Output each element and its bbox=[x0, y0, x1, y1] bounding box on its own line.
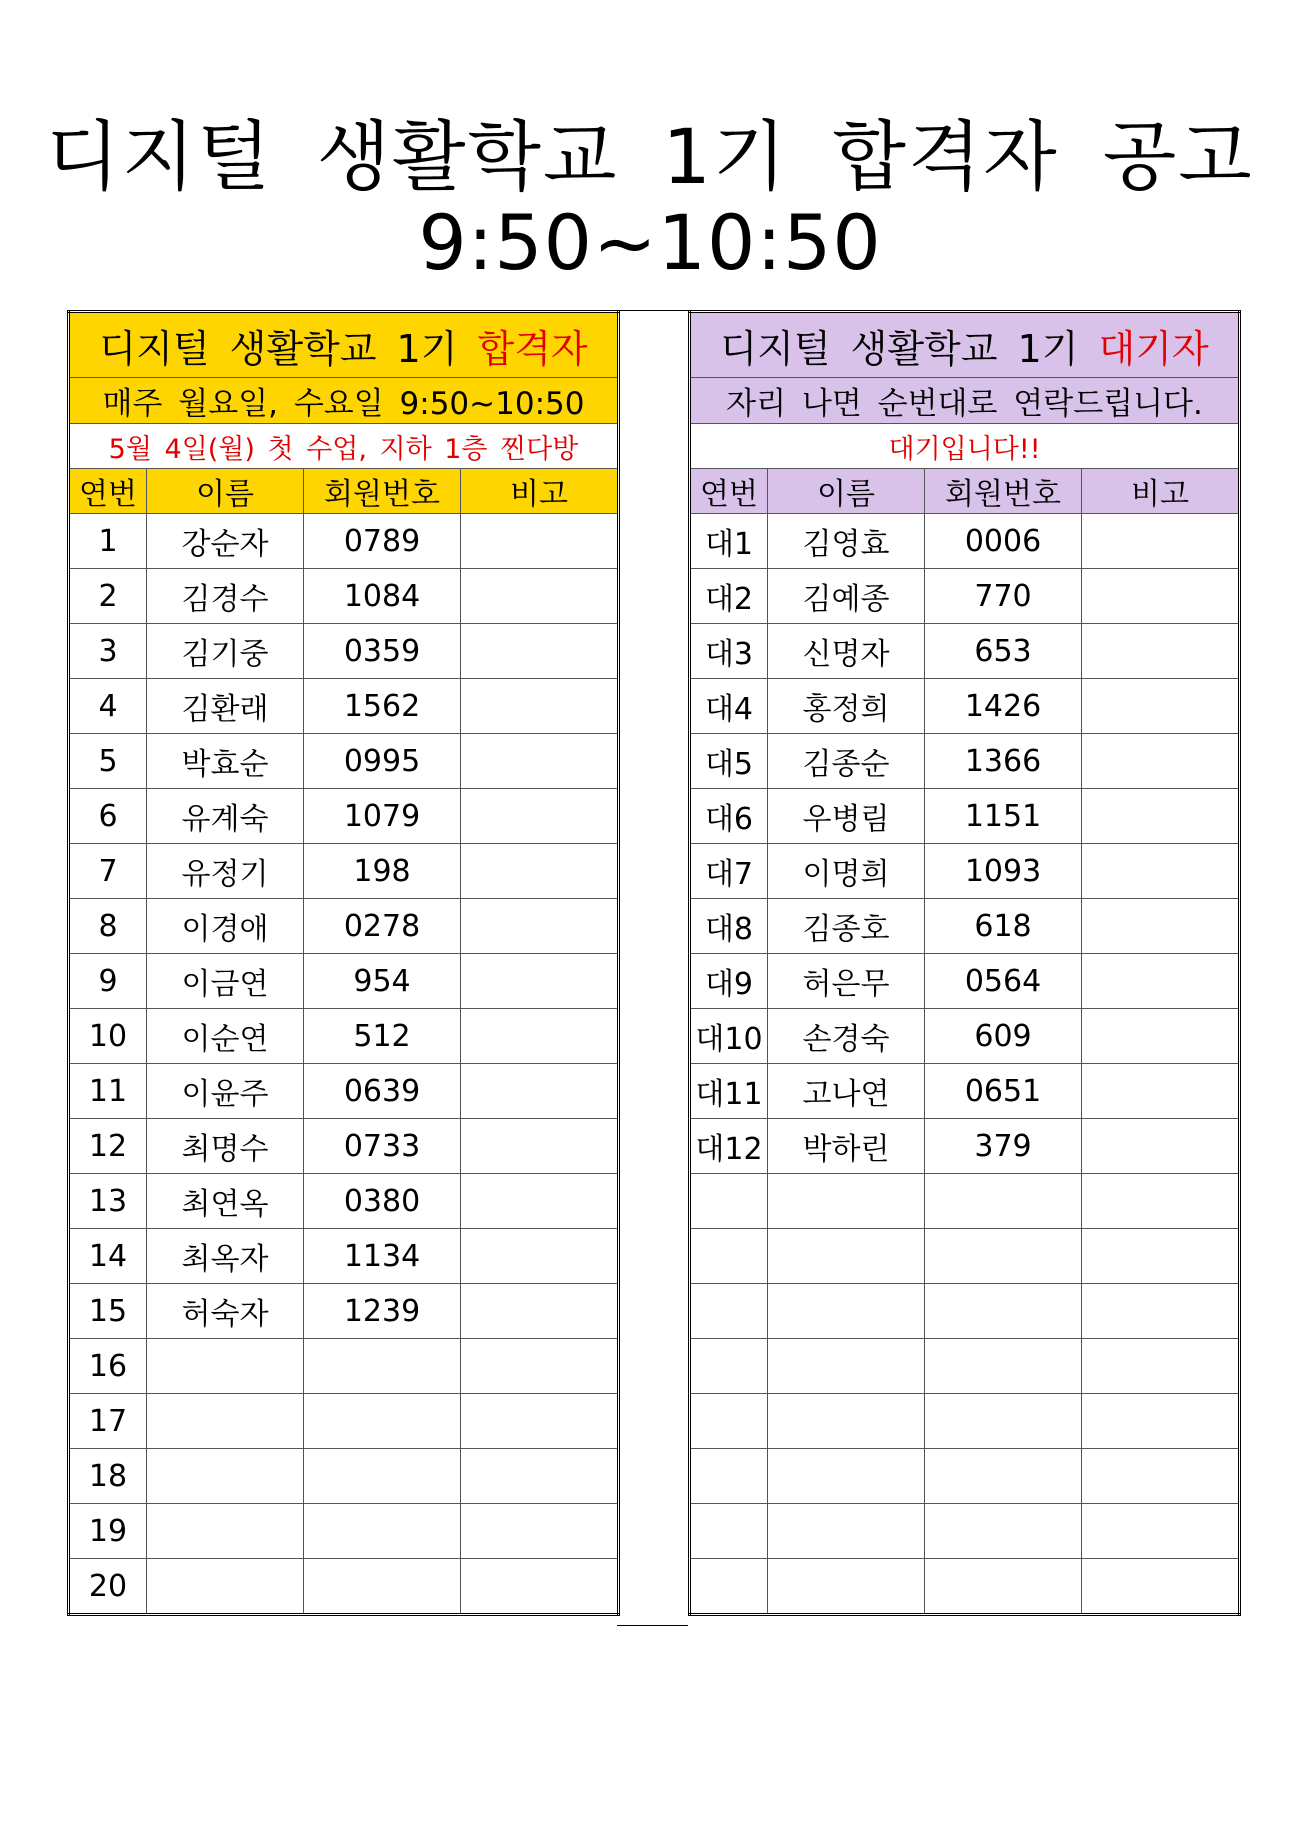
row-number: 대2 bbox=[690, 569, 768, 624]
row-name bbox=[768, 1559, 925, 1615]
row-note bbox=[1082, 1174, 1240, 1229]
row-member-id: 0733 bbox=[304, 1119, 461, 1174]
row-name: 박하린 bbox=[768, 1119, 925, 1174]
row-number: 3 bbox=[69, 624, 147, 679]
table-row bbox=[69, 899, 619, 954]
waitlist-notice: 대기입니다!! bbox=[690, 424, 1240, 469]
row-note bbox=[1082, 734, 1240, 789]
table-row bbox=[69, 844, 619, 899]
table-row bbox=[690, 679, 1240, 734]
row-member-id: 0564 bbox=[925, 954, 1082, 1009]
row-note bbox=[1082, 624, 1240, 679]
row-number: 대9 bbox=[690, 954, 768, 1009]
row-note bbox=[1082, 1559, 1240, 1615]
column-header-note: 비고 bbox=[461, 469, 619, 514]
row-member-id bbox=[304, 1394, 461, 1449]
row-number: 14 bbox=[69, 1229, 147, 1284]
row-name bbox=[768, 1284, 925, 1339]
table-row bbox=[69, 789, 619, 844]
row-name: 최명수 bbox=[147, 1119, 304, 1174]
table-row bbox=[69, 1119, 619, 1174]
row-number: 19 bbox=[69, 1504, 147, 1559]
row-note bbox=[1082, 844, 1240, 899]
accepted-schedule: 매주 월요일, 수요일 9:50~10:50 bbox=[69, 378, 619, 424]
row-name bbox=[768, 1229, 925, 1284]
row-member-id: 0639 bbox=[304, 1064, 461, 1119]
row-member-id bbox=[925, 1559, 1082, 1615]
row-name: 김경수 bbox=[147, 569, 304, 624]
table-row bbox=[690, 844, 1240, 899]
row-name: 이윤주 bbox=[147, 1064, 304, 1119]
table-row bbox=[69, 954, 619, 1009]
row-note bbox=[1082, 1009, 1240, 1064]
row-member-id: 0006 bbox=[925, 514, 1082, 569]
row-note bbox=[461, 734, 619, 789]
table-row bbox=[69, 1174, 619, 1229]
row-number: 11 bbox=[69, 1064, 147, 1119]
row-note bbox=[461, 1229, 619, 1284]
row-note bbox=[1082, 1504, 1240, 1559]
accepted-heading-highlight: 합격자 bbox=[477, 326, 588, 371]
page-title: 디지털 생활학교 1기 합격자 공고 bbox=[46, 112, 1254, 201]
row-note bbox=[461, 679, 619, 734]
row-member-id: 1562 bbox=[304, 679, 461, 734]
row-number: 2 bbox=[69, 569, 147, 624]
row-name bbox=[147, 1559, 304, 1615]
row-note bbox=[1082, 1394, 1240, 1449]
accepted-heading-prefix: 디지털 생활학교 1기 bbox=[99, 326, 478, 371]
row-member-id bbox=[925, 1394, 1082, 1449]
row-number: 8 bbox=[69, 899, 147, 954]
row-number: 대5 bbox=[690, 734, 768, 789]
row-member-id bbox=[925, 1174, 1082, 1229]
accepted-notice: 5월 4일(월) 첫 수업, 지하 1층 찐다방 bbox=[69, 424, 619, 469]
table-row bbox=[690, 1339, 1240, 1394]
column-header-note: 비고 bbox=[1082, 469, 1240, 514]
table-row bbox=[690, 1119, 1240, 1174]
row-name: 김기중 bbox=[147, 624, 304, 679]
row-number bbox=[690, 1174, 768, 1229]
row-member-id: 653 bbox=[925, 624, 1082, 679]
row-number: 대11 bbox=[690, 1064, 768, 1119]
row-member-id: 609 bbox=[925, 1009, 1082, 1064]
waitlist-heading-highlight: 대기자 bbox=[1098, 326, 1209, 371]
table-row bbox=[690, 569, 1240, 624]
waitlist-heading bbox=[690, 312, 1240, 378]
row-note bbox=[461, 514, 619, 569]
row-member-id bbox=[925, 1504, 1082, 1559]
row-number: 13 bbox=[69, 1174, 147, 1229]
row-member-id: 1426 bbox=[925, 679, 1082, 734]
row-number: 대4 bbox=[690, 679, 768, 734]
table-row bbox=[69, 1339, 619, 1394]
row-number: 대3 bbox=[690, 624, 768, 679]
row-note bbox=[461, 844, 619, 899]
row-number: 대8 bbox=[690, 899, 768, 954]
row-name bbox=[768, 1449, 925, 1504]
row-name: 최연옥 bbox=[147, 1174, 304, 1229]
row-member-id bbox=[925, 1284, 1082, 1339]
table-row bbox=[69, 679, 619, 734]
row-name: 유계숙 bbox=[147, 789, 304, 844]
row-member-id: 0995 bbox=[304, 734, 461, 789]
column-header-no: 연번 bbox=[69, 469, 147, 514]
row-note bbox=[1082, 1064, 1240, 1119]
table-row bbox=[690, 1559, 1240, 1615]
row-member-id: 954 bbox=[304, 954, 461, 1009]
table-row bbox=[69, 1559, 619, 1615]
row-member-id: 770 bbox=[925, 569, 1082, 624]
row-note bbox=[461, 899, 619, 954]
row-note bbox=[461, 1339, 619, 1394]
row-note bbox=[1082, 514, 1240, 569]
row-number: 대10 bbox=[690, 1009, 768, 1064]
row-member-id: 198 bbox=[304, 844, 461, 899]
row-number: 7 bbox=[69, 844, 147, 899]
row-name: 김종순 bbox=[768, 734, 925, 789]
table-row bbox=[69, 1009, 619, 1064]
row-member-id: 0789 bbox=[304, 514, 461, 569]
row-name: 강순자 bbox=[147, 514, 304, 569]
table-row bbox=[69, 1229, 619, 1284]
row-number: 15 bbox=[69, 1284, 147, 1339]
row-name: 이순연 bbox=[147, 1009, 304, 1064]
row-member-id: 1134 bbox=[304, 1229, 461, 1284]
column-header-name: 이름 bbox=[768, 469, 925, 514]
column-header-member-id: 회원번호 bbox=[304, 469, 461, 514]
table-row bbox=[69, 1284, 619, 1339]
row-number bbox=[690, 1284, 768, 1339]
row-number: 9 bbox=[69, 954, 147, 1009]
row-note bbox=[461, 569, 619, 624]
row-member-id bbox=[304, 1504, 461, 1559]
row-name bbox=[768, 1394, 925, 1449]
row-name bbox=[768, 1504, 925, 1559]
row-name bbox=[768, 1174, 925, 1229]
table-row bbox=[690, 1394, 1240, 1449]
row-name: 이경애 bbox=[147, 899, 304, 954]
row-name bbox=[147, 1449, 304, 1504]
row-note bbox=[461, 1504, 619, 1559]
row-name: 우병림 bbox=[768, 789, 925, 844]
row-name: 이명희 bbox=[768, 844, 925, 899]
row-number: 16 bbox=[69, 1339, 147, 1394]
row-number: 4 bbox=[69, 679, 147, 734]
row-note bbox=[461, 1284, 619, 1339]
row-member-id bbox=[304, 1339, 461, 1394]
row-number: 5 bbox=[69, 734, 147, 789]
table-row bbox=[69, 1449, 619, 1504]
waitlist-table bbox=[688, 310, 1241, 1616]
row-member-id: 1084 bbox=[304, 569, 461, 624]
table-row bbox=[69, 1504, 619, 1559]
row-number: 12 bbox=[69, 1119, 147, 1174]
table-row bbox=[69, 514, 619, 569]
row-member-id bbox=[925, 1229, 1082, 1284]
row-number bbox=[690, 1229, 768, 1284]
row-number bbox=[690, 1449, 768, 1504]
row-note bbox=[1082, 954, 1240, 1009]
table-row bbox=[690, 789, 1240, 844]
row-note bbox=[461, 624, 619, 679]
row-member-id: 1151 bbox=[925, 789, 1082, 844]
waitlist-heading-prefix: 디지털 생활학교 1기 bbox=[720, 326, 1099, 371]
row-member-id: 0359 bbox=[304, 624, 461, 679]
row-name: 손경숙 bbox=[768, 1009, 925, 1064]
row-note bbox=[1082, 789, 1240, 844]
row-member-id bbox=[925, 1339, 1082, 1394]
row-note bbox=[461, 1449, 619, 1504]
table-row bbox=[69, 569, 619, 624]
row-number: 대1 bbox=[690, 514, 768, 569]
row-member-id: 379 bbox=[925, 1119, 1082, 1174]
row-number: 대7 bbox=[690, 844, 768, 899]
row-member-id bbox=[304, 1449, 461, 1504]
table-gap bbox=[617, 310, 688, 1626]
row-name: 김환래 bbox=[147, 679, 304, 734]
row-name: 김영효 bbox=[768, 514, 925, 569]
table-row bbox=[690, 624, 1240, 679]
row-number: 18 bbox=[69, 1449, 147, 1504]
row-number bbox=[690, 1394, 768, 1449]
row-number: 1 bbox=[69, 514, 147, 569]
row-number: 6 bbox=[69, 789, 147, 844]
row-note bbox=[461, 1394, 619, 1449]
column-header-name: 이름 bbox=[147, 469, 304, 514]
table-row bbox=[690, 1174, 1240, 1229]
row-note bbox=[1082, 1284, 1240, 1339]
table-row bbox=[690, 899, 1240, 954]
table-row bbox=[690, 954, 1240, 1009]
row-name: 김예종 bbox=[768, 569, 925, 624]
row-member-id: 618 bbox=[925, 899, 1082, 954]
column-header-member-id: 회원번호 bbox=[925, 469, 1082, 514]
row-number bbox=[690, 1504, 768, 1559]
row-note bbox=[1082, 679, 1240, 734]
row-note bbox=[461, 1009, 619, 1064]
row-number: 20 bbox=[69, 1559, 147, 1615]
column-header-no: 연번 bbox=[690, 469, 768, 514]
row-name bbox=[147, 1339, 304, 1394]
row-member-id: 0278 bbox=[304, 899, 461, 954]
row-name: 유정기 bbox=[147, 844, 304, 899]
row-number bbox=[690, 1339, 768, 1394]
row-name: 김종호 bbox=[768, 899, 925, 954]
table-row bbox=[690, 1009, 1240, 1064]
accepted-heading bbox=[69, 312, 619, 378]
row-name: 허은무 bbox=[768, 954, 925, 1009]
row-member-id: 0380 bbox=[304, 1174, 461, 1229]
row-note bbox=[1082, 569, 1240, 624]
row-note bbox=[1082, 1449, 1240, 1504]
row-name: 신명자 bbox=[768, 624, 925, 679]
row-name bbox=[147, 1394, 304, 1449]
row-note bbox=[1082, 1229, 1240, 1284]
row-name bbox=[147, 1504, 304, 1559]
table-row bbox=[690, 1449, 1240, 1504]
row-member-id: 0651 bbox=[925, 1064, 1082, 1119]
row-note bbox=[461, 1559, 619, 1615]
row-note bbox=[1082, 1339, 1240, 1394]
table-row bbox=[690, 1284, 1240, 1339]
row-name: 이금연 bbox=[147, 954, 304, 1009]
accepted-table bbox=[67, 310, 620, 1616]
row-member-id bbox=[304, 1559, 461, 1615]
row-note bbox=[1082, 899, 1240, 954]
waitlist-message: 자리 나면 순번대로 연락드립니다. bbox=[690, 378, 1240, 424]
row-number: 10 bbox=[69, 1009, 147, 1064]
table-row bbox=[69, 1064, 619, 1119]
table-row bbox=[690, 514, 1240, 569]
row-number: 대6 bbox=[690, 789, 768, 844]
row-number: 17 bbox=[69, 1394, 147, 1449]
row-name: 허숙자 bbox=[147, 1284, 304, 1339]
row-member-id: 1239 bbox=[304, 1284, 461, 1339]
row-note bbox=[461, 954, 619, 1009]
page-time: 9:50~10:50 bbox=[418, 198, 882, 287]
row-member-id: 1366 bbox=[925, 734, 1082, 789]
table-row bbox=[69, 624, 619, 679]
table-row bbox=[690, 1064, 1240, 1119]
row-note bbox=[461, 1174, 619, 1229]
row-member-id: 1093 bbox=[925, 844, 1082, 899]
table-row bbox=[690, 1229, 1240, 1284]
row-member-id bbox=[925, 1449, 1082, 1504]
row-note bbox=[461, 1119, 619, 1174]
row-name bbox=[768, 1339, 925, 1394]
row-number: 대12 bbox=[690, 1119, 768, 1174]
row-note bbox=[461, 1064, 619, 1119]
row-name: 최옥자 bbox=[147, 1229, 304, 1284]
table-row bbox=[69, 734, 619, 789]
table-row bbox=[690, 1504, 1240, 1559]
table-row bbox=[69, 1394, 619, 1449]
row-name: 홍정희 bbox=[768, 679, 925, 734]
row-member-id: 512 bbox=[304, 1009, 461, 1064]
row-name: 고나연 bbox=[768, 1064, 925, 1119]
row-note bbox=[461, 789, 619, 844]
table-row bbox=[690, 734, 1240, 789]
row-note bbox=[1082, 1119, 1240, 1174]
row-name: 박효순 bbox=[147, 734, 304, 789]
row-member-id: 1079 bbox=[304, 789, 461, 844]
row-number bbox=[690, 1559, 768, 1615]
